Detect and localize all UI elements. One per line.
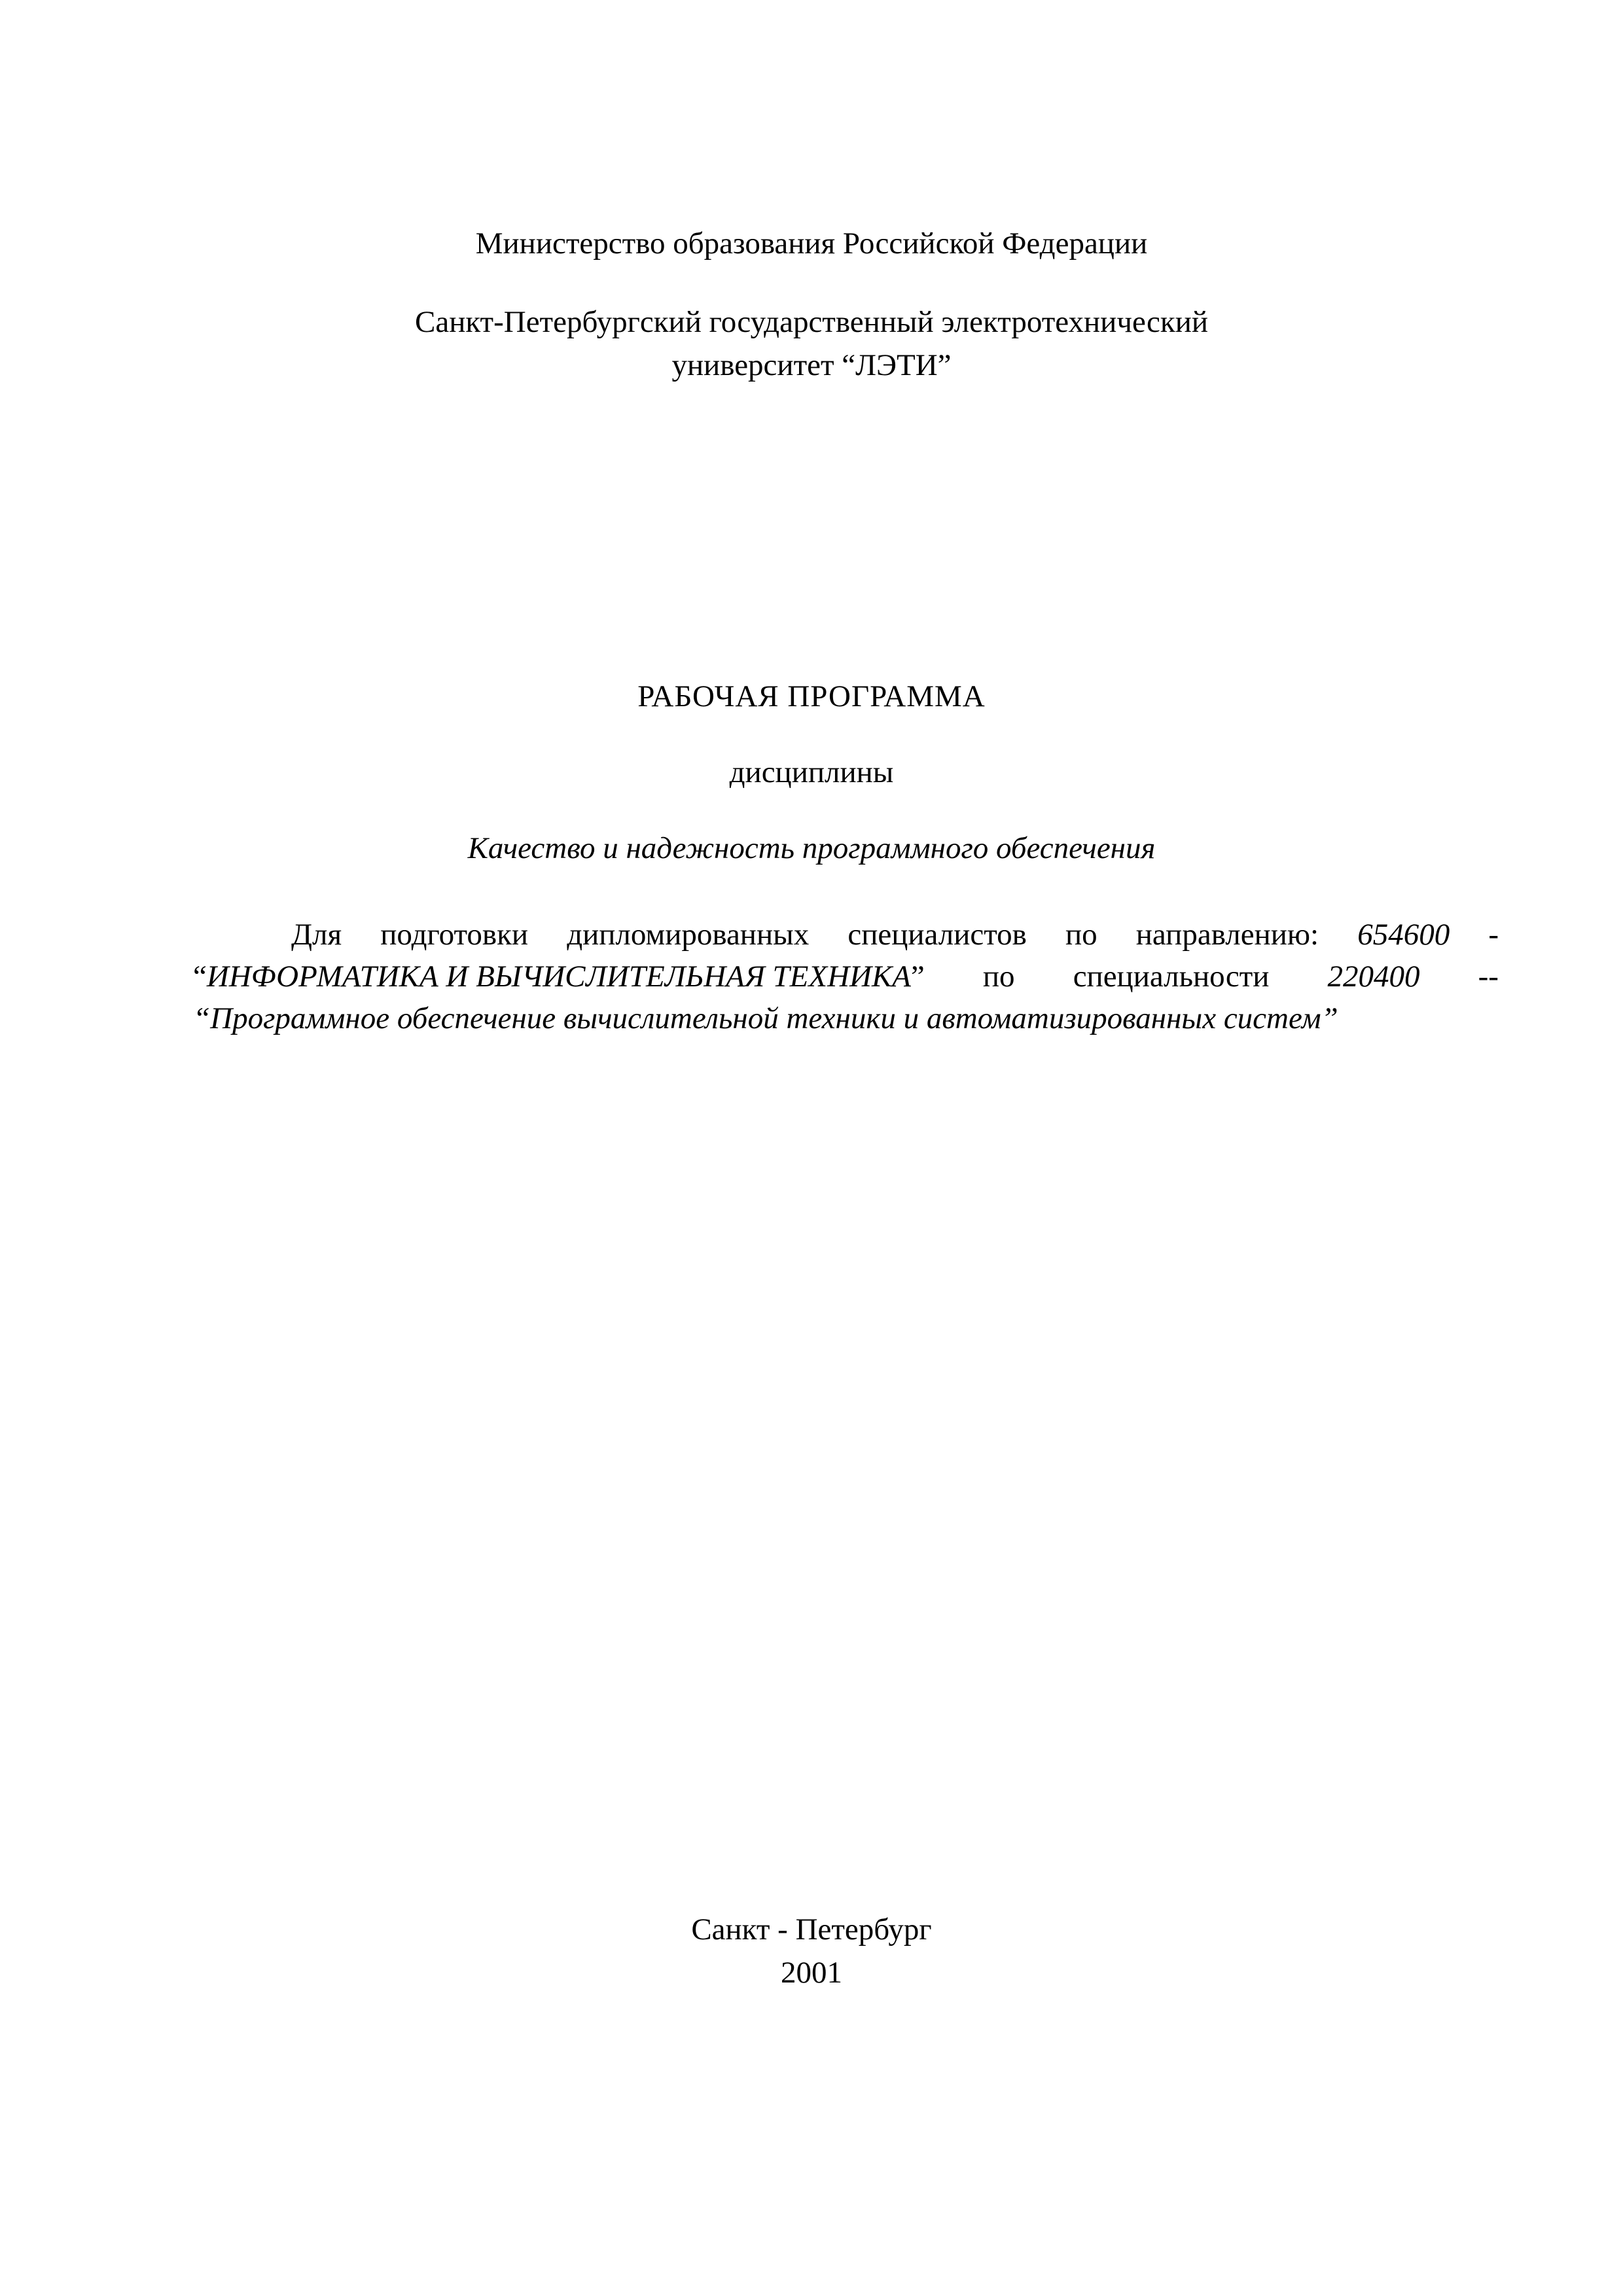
university-name-line1: Санкт-Петербургский государственный электротехнический xyxy=(414,305,1209,339)
description-word: по xyxy=(1065,918,1097,952)
description-row-3 xyxy=(193,997,1499,1039)
description-row-2 xyxy=(193,956,1499,997)
direction-name xyxy=(193,956,925,997)
direction-name-text: ИНФОРМАТИКА И ВЫЧИСЛИТЕЛЬНАЯ ТЕХНИКА xyxy=(206,960,911,994)
quote-open: “ xyxy=(193,960,207,994)
ministry-name: Министерство образования Российской Федерации xyxy=(475,226,1148,260)
discipline-name: Качество и надежность программного обеспечения xyxy=(467,831,1156,865)
publication-year: 2001 xyxy=(781,1956,842,1990)
training-description xyxy=(193,914,1499,1039)
discipline-label: дисциплины xyxy=(729,755,894,789)
description-word: специалистов xyxy=(847,918,1027,952)
document-title: РАБОЧАЯ ПРОГРАММА xyxy=(637,679,986,713)
description-dash: - xyxy=(1488,918,1499,952)
university-name-line2: университет “ЛЭТИ” xyxy=(671,348,952,382)
description-word: дипломированных xyxy=(567,918,810,952)
description-dash: -- xyxy=(1478,960,1499,994)
description-word: направлению: xyxy=(1135,918,1319,952)
specialty-name: “Программное обеспечение вычислительной техники и автоматизированных систем” xyxy=(193,1001,1338,1035)
publication-city: Санкт - Петербург xyxy=(691,1912,932,1946)
description-row-1 xyxy=(193,914,1499,956)
description-word: специальности xyxy=(1073,960,1270,994)
quote-close: ” xyxy=(910,960,925,994)
description-word: по xyxy=(982,960,1015,994)
direction-code: 654600 xyxy=(1357,918,1450,952)
specialty-code: 220400 xyxy=(1327,960,1420,994)
description-word: Для xyxy=(291,918,342,952)
description-word: подготовки xyxy=(380,918,529,952)
